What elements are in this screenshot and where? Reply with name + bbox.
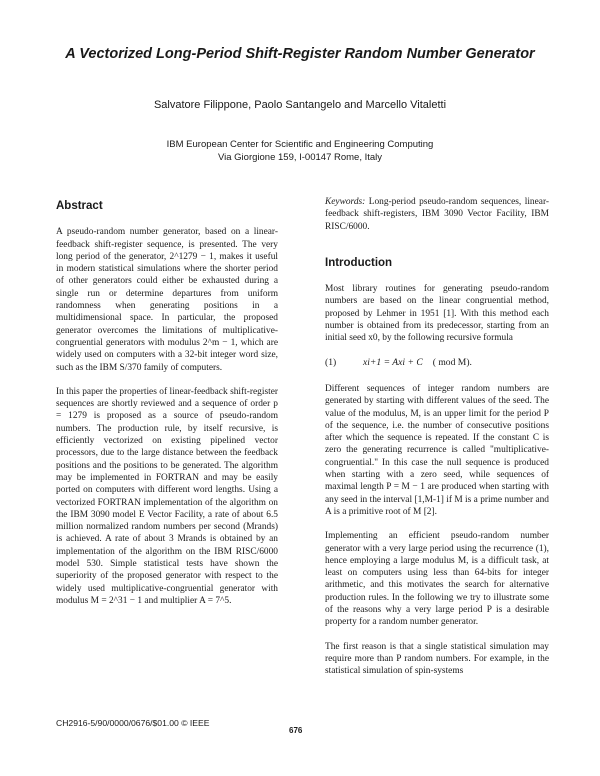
paper-title: A Vectorized Long-Period Shift-Register Random Number Generator bbox=[65, 46, 535, 62]
paper-authors: Salvatore Filippone, Paolo Santangelo and Marcello Vitaletti bbox=[153, 99, 447, 111]
affiliation-line-2: Via Giorgione 159, I-00147 Rome, Italy bbox=[217, 152, 383, 163]
equation-number: (1) bbox=[325, 356, 337, 368]
abstract-paragraph-2: In this paper the properties of linear-feedback shift-register sequences are shortly reviewed and a sequence of order p = 1279 is proposed as a source of pseudo-random numbers. The production rule, by itself recursive, is efficiently vectorized on existing pipelined vector processors, due to the large distance between the feedback positions and the positions to be generated. The algorithm may be implemented in FORTRAN and may be easily ported on computers with different word lengths. Using a vectorized FORTRAN implementation of the algorithm on the IBM 3090 model E Vector Facility, a rate of about 6.5 million normalized random numbers per second (Mrands) is achieved. A rate of about 3 Mrands is obtained by an implementation of the algorithm on the IBM RISC/6000 model 530. Simple statistical tests have shown the superiority of the proposed generator with respect to the widely used multiplicative-congruential generator with modulus M = 2^31 − 1 and multiplier A = 7^5. bbox=[56, 386, 278, 606]
keywords bbox=[325, 196, 549, 233]
intro-paragraph-2: Different sequences of integer random numbers are generated by starting with different values of the seed. The value of the modulus, M, is an upper limit for the period P of the sequence, i.e. the number of consecutive positions after which the sequence is repeated. If the constant C is zero the generating recurrence is called "multiplicative-congruential." In this case the null sequence is produced when starting with a zero seed, while sequences of maximal length P = M − 1 are produced when starting with any seed in the interval [1,M-1] if M is a prime number and A is a primitive root of M [2]. bbox=[325, 383, 549, 517]
affiliation bbox=[20, 138, 580, 164]
abstract-heading: Abstract bbox=[56, 200, 103, 212]
copyright-line: CH2916-5/90/0000/0676/$01.00 © IEEE bbox=[56, 718, 210, 728]
left-column bbox=[56, 196, 278, 619]
equation-modulus: ( mod M). bbox=[432, 356, 472, 368]
equation-1 bbox=[325, 357, 549, 369]
right-column bbox=[325, 196, 549, 690]
page-number: 676 bbox=[289, 726, 303, 735]
keywords-text: Long-period pseudo-random sequences, linear-feedback shift-registers, IBM 3090 Vector Facility, IBM RISC/6000. bbox=[325, 197, 549, 232]
intro-paragraph-4: The first reason is that a single statistical simulation may require more than P random numbers. For example, in the statistical simulation of spin-systems bbox=[325, 641, 549, 677]
abstract-paragraph-1: A pseudo-random number generator, based on a linear-feedback shift-register sequence, is presented. The very long period of the generator, 2^1279 − 1, makes it useful in modern statistical simulations where the shorter period of other generators could either be exhausted during a single run or determine departures from uniform randomness when generating positions in a multidimensional space. In particular, the proposed generator overcomes the limitations of multiplicative-congruential generators with modulus 2^m − 1, which are widely used on computers with a 32-bit integer word size, such as the IBM S/370 family of computers. bbox=[56, 227, 278, 373]
equation-body: xi+1 = Axi + C bbox=[363, 356, 423, 368]
affiliation-line-1: IBM European Center for Scientific and Engineering Computing bbox=[166, 139, 434, 150]
keywords-label: Keywords: bbox=[325, 197, 366, 207]
intro-paragraph-3: Implementing an efficient pseudo-random number generator with a very large period using the recurrence (1), hence employing a large modulus M, is a difficult task, at least on computers using less than 64-bits for integer arithmetic, and this motivates the search for alternative production rules. In the following we try to illustrate some of the reasons why a very large period P is a desirable property for a random number generator. bbox=[325, 531, 549, 628]
intro-paragraph-1: Most library routines for generating pseudo-random numbers are based on the linear congruential method, proposed by Lehmer in 1951 [1]. With this method each number is obtained from its predecessor, starting from an initial seed x0, by the following recursive formula bbox=[325, 284, 549, 344]
introduction-heading: Introduction bbox=[325, 256, 393, 269]
